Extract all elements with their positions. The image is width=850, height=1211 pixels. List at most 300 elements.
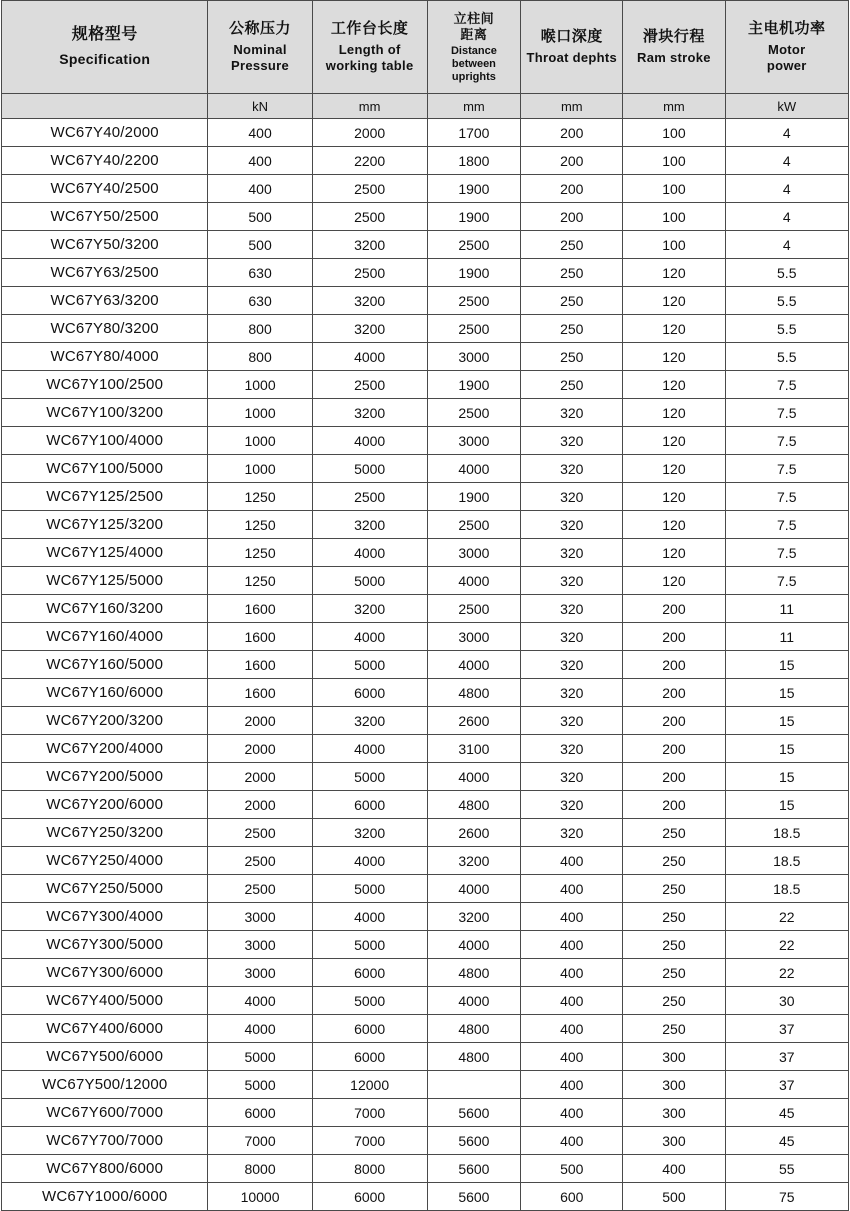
cell-specification: WC67Y100/2500 (2, 371, 208, 399)
cell-value: 5600 (427, 1127, 521, 1155)
cell-value: 1600 (208, 623, 312, 651)
cell-value: 400 (521, 1043, 623, 1071)
header-en-motor-power-line1: Motor (767, 41, 806, 57)
cell-specification: WC67Y300/6000 (2, 959, 208, 987)
cell-value: 3000 (427, 623, 521, 651)
cell-value: 4 (725, 119, 849, 147)
table-row (2, 1183, 849, 1211)
cell-value: 4000 (312, 847, 427, 875)
column-header-specification (2, 1, 208, 94)
cell-value: 7000 (312, 1127, 427, 1155)
cell-specification: WC67Y125/4000 (2, 539, 208, 567)
cell-value: 250 (623, 931, 725, 959)
cell-value: 250 (623, 819, 725, 847)
cell-value: 15 (725, 651, 849, 679)
cell-specification: WC67Y100/4000 (2, 427, 208, 455)
cell-specification: WC67Y50/3200 (2, 231, 208, 259)
cell-specification: WC67Y300/4000 (2, 903, 208, 931)
cell-value: 120 (623, 427, 725, 455)
cell-value: 120 (623, 287, 725, 315)
cell-value: 4 (725, 231, 849, 259)
cell-value: 1000 (208, 427, 312, 455)
cell-value: 3000 (208, 959, 312, 987)
cell-specification: WC67Y400/6000 (2, 1015, 208, 1043)
cell-value: 1250 (208, 483, 312, 511)
cell-value: 5.5 (725, 259, 849, 287)
cell-value: 400 (521, 959, 623, 987)
table-row (2, 511, 849, 539)
cell-value: 320 (521, 595, 623, 623)
cell-value: 1250 (208, 511, 312, 539)
cell-value: 320 (521, 427, 623, 455)
cell-value: 3200 (427, 847, 521, 875)
cell-value: 1000 (208, 455, 312, 483)
table-row (2, 231, 849, 259)
cell-specification: WC67Y300/5000 (2, 931, 208, 959)
table-row (2, 455, 849, 483)
cell-specification: WC67Y200/3200 (2, 707, 208, 735)
table-row (2, 1099, 849, 1127)
table-header (2, 1, 849, 119)
cell-value: 500 (208, 231, 312, 259)
cell-value: 320 (521, 455, 623, 483)
cell-specification: WC67Y125/5000 (2, 567, 208, 595)
cell-value: 2500 (312, 259, 427, 287)
cell-specification: WC67Y63/3200 (2, 287, 208, 315)
cell-value: 300 (623, 1099, 725, 1127)
cell-value: 200 (623, 623, 725, 651)
cell-value: 250 (623, 847, 725, 875)
cell-value: 320 (521, 735, 623, 763)
cell-value: 200 (623, 679, 725, 707)
header-cn-motor-power: 主电机功率 (747, 19, 826, 37)
header-en-working-table-length-line2: working table (325, 57, 414, 73)
cell-value: 3200 (312, 399, 427, 427)
cell-value: 400 (208, 175, 312, 203)
table-row (2, 427, 849, 455)
cell-value: 400 (623, 1155, 725, 1183)
header-cn-distance-line1: 立柱间 (453, 10, 495, 26)
cell-value: 3200 (312, 819, 427, 847)
cell-value: 3200 (312, 231, 427, 259)
cell-value: 1800 (427, 147, 521, 175)
cell-value: 5000 (312, 931, 427, 959)
cell-value: 320 (521, 791, 623, 819)
header-en-ram-stroke: Ram stroke (637, 49, 711, 65)
cell-value: 15 (725, 707, 849, 735)
cell-value: 3000 (208, 903, 312, 931)
header-cn-specification: 规格型号 (71, 26, 138, 44)
cell-value: 5000 (312, 567, 427, 595)
cell-specification: WC67Y1000/6000 (2, 1183, 208, 1211)
header-cn-distance-line2: 距离 (460, 27, 488, 43)
cell-value: 6000 (312, 1015, 427, 1043)
cell-value: 5000 (312, 455, 427, 483)
column-header-motor-power (725, 1, 849, 94)
header-row-units (2, 94, 849, 119)
unit-specification (2, 94, 208, 119)
cell-value: 2000 (208, 735, 312, 763)
cell-value: 250 (623, 959, 725, 987)
cell-value: 4000 (312, 903, 427, 931)
cell-value: 630 (208, 259, 312, 287)
header-cn-working-table-length: 工作台长度 (330, 19, 409, 37)
cell-value: 7.5 (725, 371, 849, 399)
cell-value: 55 (725, 1155, 849, 1183)
cell-value: 120 (623, 315, 725, 343)
cell-value: 400 (521, 987, 623, 1015)
cell-value: 4800 (427, 959, 521, 987)
cell-specification: WC67Y100/5000 (2, 455, 208, 483)
cell-value: 18.5 (725, 875, 849, 903)
cell-value: 320 (521, 819, 623, 847)
cell-value: 7.5 (725, 511, 849, 539)
table-row (2, 735, 849, 763)
cell-value: 4000 (208, 987, 312, 1015)
cell-specification: WC67Y125/3200 (2, 511, 208, 539)
cell-value: 6000 (312, 791, 427, 819)
cell-value: 5000 (312, 651, 427, 679)
cell-value: 120 (623, 343, 725, 371)
unit-ram-stroke: mm (623, 94, 725, 119)
cell-value: 3000 (427, 427, 521, 455)
cell-value: 5000 (208, 1071, 312, 1099)
cell-value: 22 (725, 931, 849, 959)
cell-specification: WC67Y200/4000 (2, 735, 208, 763)
cell-value: 1900 (427, 483, 521, 511)
cell-value: 5.5 (725, 287, 849, 315)
cell-specification: WC67Y200/6000 (2, 791, 208, 819)
cell-value: 2500 (427, 511, 521, 539)
header-cn-ram-stroke: 滑块行程 (642, 28, 705, 45)
cell-specification: WC67Y50/2500 (2, 203, 208, 231)
cell-specification: WC67Y800/6000 (2, 1155, 208, 1183)
header-en-motor-power-line2: power (766, 57, 807, 73)
table-row (2, 259, 849, 287)
table-row (2, 1155, 849, 1183)
cell-value: 250 (521, 343, 623, 371)
cell-value: 200 (521, 175, 623, 203)
cell-value: 100 (623, 147, 725, 175)
cell-value: 100 (623, 231, 725, 259)
cell-value: 1600 (208, 679, 312, 707)
cell-value: 7.5 (725, 567, 849, 595)
cell-value: 11 (725, 595, 849, 623)
column-header-distance-between-uprights (427, 1, 521, 94)
cell-value: 7.5 (725, 427, 849, 455)
header-en-working-table-length-line1: Length of (338, 41, 401, 57)
cell-specification: WC67Y40/2000 (2, 119, 208, 147)
column-header-nominal-pressure (208, 1, 312, 94)
cell-value: 15 (725, 791, 849, 819)
cell-value: 18.5 (725, 847, 849, 875)
cell-value: 4000 (208, 1015, 312, 1043)
table-row (2, 987, 849, 1015)
cell-specification: WC67Y250/4000 (2, 847, 208, 875)
table-row (2, 791, 849, 819)
cell-value: 2500 (427, 399, 521, 427)
cell-value: 120 (623, 567, 725, 595)
cell-value: 37 (725, 1043, 849, 1071)
cell-value: 7.5 (725, 539, 849, 567)
cell-value: 200 (623, 707, 725, 735)
cell-value: 400 (521, 931, 623, 959)
cell-value: 6000 (312, 959, 427, 987)
unit-nominal-pressure: kN (208, 94, 312, 119)
cell-specification: WC67Y40/2200 (2, 147, 208, 175)
cell-value: 4800 (427, 1043, 521, 1071)
cell-value: 4000 (427, 987, 521, 1015)
table-row (2, 147, 849, 175)
cell-value: 4000 (312, 343, 427, 371)
cell-value: 1000 (208, 371, 312, 399)
cell-value: 4000 (312, 623, 427, 651)
cell-specification: WC67Y500/6000 (2, 1043, 208, 1071)
cell-value: 400 (521, 1127, 623, 1155)
cell-value: 4000 (427, 931, 521, 959)
column-header-working-table-length (312, 1, 427, 94)
unit-distance-between-uprights: mm (427, 94, 521, 119)
cell-specification: WC67Y500/12000 (2, 1071, 208, 1099)
cell-value: 1900 (427, 371, 521, 399)
cell-value: 200 (521, 119, 623, 147)
cell-value: 4 (725, 203, 849, 231)
cell-value: 1250 (208, 539, 312, 567)
cell-value: 320 (521, 763, 623, 791)
cell-value: 1900 (427, 259, 521, 287)
cell-value: 75 (725, 1183, 849, 1211)
cell-value: 7.5 (725, 399, 849, 427)
table-row (2, 315, 849, 343)
cell-value: 11 (725, 623, 849, 651)
cell-value: 320 (521, 707, 623, 735)
cell-value: 400 (521, 903, 623, 931)
cell-specification: WC67Y600/7000 (2, 1099, 208, 1127)
cell-specification: WC67Y700/7000 (2, 1127, 208, 1155)
cell-value: 3000 (427, 343, 521, 371)
cell-value: 8000 (312, 1155, 427, 1183)
cell-value: 2500 (312, 203, 427, 231)
cell-value: 500 (623, 1183, 725, 1211)
cell-value: 400 (521, 1099, 623, 1127)
cell-value: 250 (521, 287, 623, 315)
table-row (2, 931, 849, 959)
header-row-titles (2, 1, 849, 94)
cell-specification: WC67Y400/5000 (2, 987, 208, 1015)
cell-value: 100 (623, 203, 725, 231)
cell-value: 4000 (312, 427, 427, 455)
cell-value: 30 (725, 987, 849, 1015)
cell-value: 500 (521, 1155, 623, 1183)
cell-value: 320 (521, 399, 623, 427)
cell-value: 800 (208, 343, 312, 371)
table-row (2, 903, 849, 931)
table-row (2, 707, 849, 735)
cell-specification: WC67Y200/5000 (2, 763, 208, 791)
cell-value: 7.5 (725, 455, 849, 483)
cell-value: 120 (623, 455, 725, 483)
table-row (2, 679, 849, 707)
cell-value: 5000 (312, 987, 427, 1015)
cell-value: 2500 (427, 595, 521, 623)
cell-value: 100 (623, 175, 725, 203)
cell-value: 7000 (208, 1127, 312, 1155)
cell-value (427, 1071, 521, 1099)
cell-value: 45 (725, 1099, 849, 1127)
cell-specification: WC67Y63/2500 (2, 259, 208, 287)
cell-value: 2600 (427, 819, 521, 847)
cell-value: 100 (623, 119, 725, 147)
table-row (2, 847, 849, 875)
cell-value: 4800 (427, 791, 521, 819)
cell-value: 250 (623, 875, 725, 903)
cell-value: 6000 (312, 1043, 427, 1071)
table-row (2, 1015, 849, 1043)
cell-value: 4800 (427, 679, 521, 707)
column-header-ram-stroke (623, 1, 725, 94)
cell-value: 2000 (208, 707, 312, 735)
cell-value: 2500 (427, 231, 521, 259)
cell-value: 1900 (427, 175, 521, 203)
table-row (2, 1127, 849, 1155)
unit-working-table-length: mm (312, 94, 427, 119)
cell-value: 2000 (208, 763, 312, 791)
cell-value: 7000 (312, 1099, 427, 1127)
cell-value: 250 (521, 315, 623, 343)
unit-throat-depth: mm (521, 94, 623, 119)
cell-value: 1700 (427, 119, 521, 147)
cell-value: 4000 (427, 455, 521, 483)
table-row (2, 539, 849, 567)
cell-value: 2500 (208, 875, 312, 903)
header-cn-nominal-pressure: 公称压力 (229, 19, 292, 37)
table-row (2, 623, 849, 651)
cell-value: 5600 (427, 1155, 521, 1183)
cell-value: 400 (521, 847, 623, 875)
cell-value: 2500 (208, 819, 312, 847)
cell-specification: WC67Y160/6000 (2, 679, 208, 707)
cell-value: 400 (521, 875, 623, 903)
table-row (2, 1071, 849, 1099)
cell-value: 3200 (312, 315, 427, 343)
cell-value: 4000 (427, 567, 521, 595)
cell-value: 2500 (427, 287, 521, 315)
table-row (2, 203, 849, 231)
table-row (2, 399, 849, 427)
cell-specification: WC67Y40/2500 (2, 175, 208, 203)
cell-value: 300 (623, 1127, 725, 1155)
cell-value: 200 (623, 763, 725, 791)
cell-value: 320 (521, 539, 623, 567)
cell-value: 800 (208, 315, 312, 343)
cell-value: 2500 (427, 315, 521, 343)
header-en-distance-line1: Distance (450, 45, 497, 58)
cell-value: 320 (521, 483, 623, 511)
specification-table (1, 0, 849, 1211)
cell-value: 250 (623, 987, 725, 1015)
cell-value: 45 (725, 1127, 849, 1155)
cell-value: 15 (725, 735, 849, 763)
cell-value: 6000 (208, 1099, 312, 1127)
cell-value: 2500 (208, 847, 312, 875)
cell-value: 3000 (427, 539, 521, 567)
cell-specification: WC67Y250/5000 (2, 875, 208, 903)
cell-specification: WC67Y160/4000 (2, 623, 208, 651)
cell-value: 500 (208, 203, 312, 231)
cell-value: 2000 (208, 791, 312, 819)
cell-specification: WC67Y80/3200 (2, 315, 208, 343)
cell-value: 4000 (312, 735, 427, 763)
cell-value: 400 (521, 1015, 623, 1043)
cell-value: 250 (623, 1015, 725, 1043)
unit-motor-power: kW (725, 94, 849, 119)
cell-value: 630 (208, 287, 312, 315)
cell-value: 5.5 (725, 315, 849, 343)
cell-value: 2200 (312, 147, 427, 175)
cell-value: 4000 (427, 875, 521, 903)
cell-value: 15 (725, 763, 849, 791)
cell-value: 120 (623, 539, 725, 567)
cell-value: 200 (521, 203, 623, 231)
cell-value: 10000 (208, 1183, 312, 1211)
cell-value: 120 (623, 371, 725, 399)
table-row (2, 567, 849, 595)
table-row (2, 287, 849, 315)
cell-value: 6000 (312, 679, 427, 707)
cell-value: 3000 (208, 931, 312, 959)
cell-value: 4 (725, 147, 849, 175)
cell-value: 250 (521, 259, 623, 287)
cell-value: 2500 (312, 371, 427, 399)
cell-value: 250 (521, 371, 623, 399)
cell-value: 120 (623, 511, 725, 539)
cell-value: 1900 (427, 203, 521, 231)
cell-value: 400 (521, 1071, 623, 1099)
table-row (2, 119, 849, 147)
header-en-nominal-pressure-line1: Nominal (233, 41, 287, 57)
cell-specification: WC67Y100/3200 (2, 399, 208, 427)
cell-value: 2000 (312, 119, 427, 147)
cell-value: 5600 (427, 1183, 521, 1211)
cell-value: 320 (521, 511, 623, 539)
cell-value: 5.5 (725, 343, 849, 371)
cell-value: 37 (725, 1015, 849, 1043)
table-body (2, 119, 849, 1211)
table-row (2, 595, 849, 623)
cell-value: 5600 (427, 1099, 521, 1127)
table-row (2, 819, 849, 847)
cell-value: 37 (725, 1071, 849, 1099)
cell-value: 400 (208, 147, 312, 175)
cell-value: 2600 (427, 707, 521, 735)
cell-value: 400 (208, 119, 312, 147)
header-en-nominal-pressure-line2: Pressure (231, 57, 290, 73)
table-row (2, 1043, 849, 1071)
cell-value: 4800 (427, 1015, 521, 1043)
cell-value: 250 (623, 903, 725, 931)
cell-value: 6000 (312, 1183, 427, 1211)
cell-value: 4 (725, 175, 849, 203)
header-en-throat-depth: Throat dephts (526, 49, 618, 65)
cell-value: 1600 (208, 651, 312, 679)
cell-value: 5000 (208, 1043, 312, 1071)
cell-value: 2500 (312, 175, 427, 203)
cell-value: 320 (521, 651, 623, 679)
cell-value: 3200 (312, 595, 427, 623)
cell-value: 320 (521, 679, 623, 707)
cell-value: 120 (623, 483, 725, 511)
column-header-throat-depth (521, 1, 623, 94)
